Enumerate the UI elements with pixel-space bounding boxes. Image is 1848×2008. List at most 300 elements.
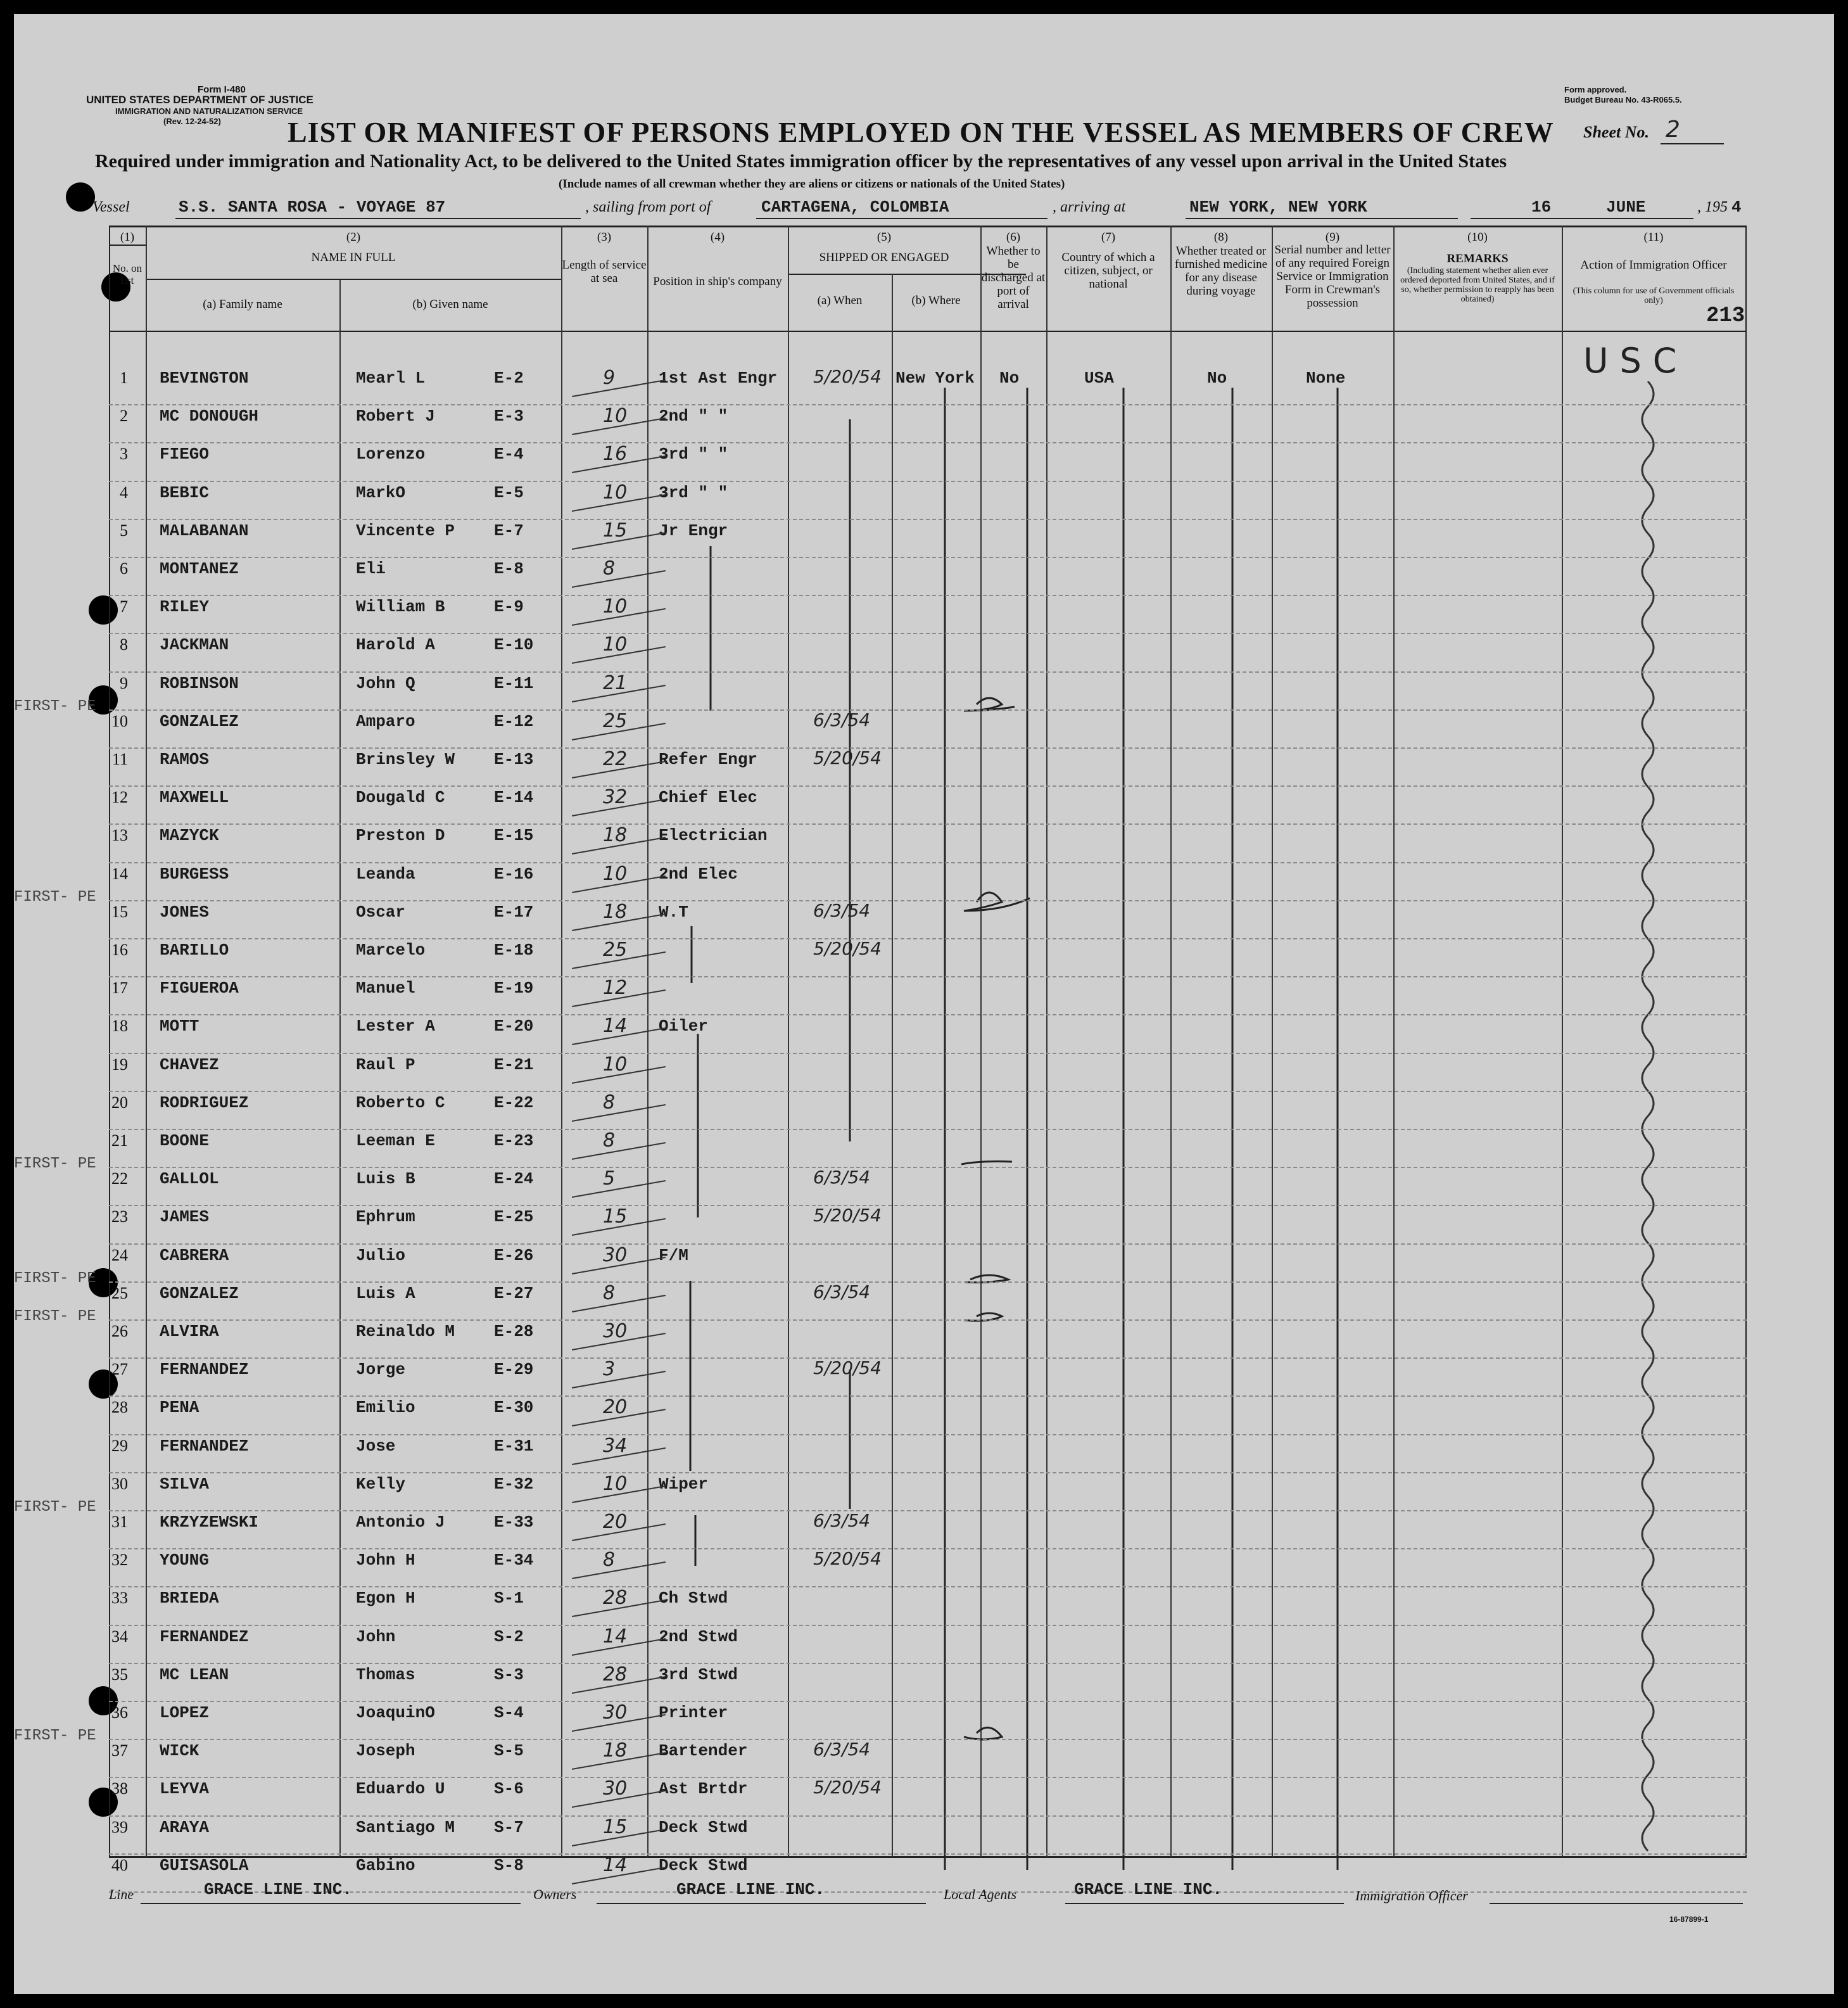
col5a-label: (a) When [817,294,863,307]
crew-code: E-4 [494,445,524,464]
given-name: Harold A [356,635,435,655]
table-row [14,1093,1834,1131]
col4-label: Position in ship's company [653,275,782,288]
position: Bartender [659,1741,748,1761]
position: W.T [659,902,688,922]
col1-label: No. on list [112,262,142,286]
row-number: 12 [111,788,128,807]
table-row [14,1779,1834,1817]
crew-code: E-8 [494,559,524,578]
family-name: GONZALEZ [160,711,239,731]
crew-code: E-26 [494,1245,534,1265]
crew-code: E-5 [494,483,524,502]
length-of-service: 34 [603,1434,628,1457]
row-number: 17 [111,979,128,998]
family-name: FIGUEROA [160,979,239,998]
crew-code: E-33 [494,1513,534,1532]
subtitle-note: (Include names of all crewman whether they are aliens or citizens or nationals of the United States) [559,177,1065,191]
crew-code: S-5 [494,1741,524,1761]
crew-code: E-23 [494,1131,534,1150]
given-name: Joseph [356,1741,415,1761]
row-number: 38 [111,1779,128,1798]
length-of-service: 8 [603,557,616,580]
row-number: 29 [111,1436,128,1455]
first-pe-stamp: FIRST- PE [14,888,96,906]
given-name: Preston D [356,826,445,846]
crew-code: E-31 [494,1436,534,1456]
length-of-service: 18 [603,824,628,847]
family-name: KRZYZEWSKI [160,1513,259,1532]
family-name: BARILLO [160,941,229,960]
table-row [14,1510,1834,1551]
length-of-service: 20 [603,1511,628,1533]
given-name: Manuel [356,979,415,998]
family-name: JACKMAN [160,635,229,655]
table-row [14,1243,1834,1284]
table-row [14,1207,1834,1245]
length-of-service: 8 [603,1281,616,1304]
crew-code: S-2 [494,1627,524,1646]
table-row [14,1055,1834,1093]
col9-label: Serial number and letter of any required Foreign Service or Immigration Form in Crewman's possession [1274,243,1391,310]
length-of-service: 10 [603,481,628,504]
table-row [14,559,1834,597]
shipped-when: 5/20/54 [813,1548,882,1570]
col9-number: (9) [1325,231,1340,244]
table-row [14,1627,1834,1665]
given-name: Jorge [356,1360,406,1380]
given-name: Roberto C [356,1093,445,1112]
crew-code: S-6 [494,1779,524,1799]
col5-number: (5) [877,231,892,244]
row-number: 5 [120,521,128,540]
position: Ast Brtdr [659,1779,748,1799]
row-number: 33 [111,1589,128,1608]
manifest-page [14,14,1834,1994]
given-name: Dougald C [356,788,445,808]
col10-number: (10) [1467,231,1488,244]
length-of-service: 14 [603,1015,628,1038]
col3-label: Length of service at sea [562,258,647,285]
given-name: Emilio [356,1398,415,1418]
position: Wiper [659,1474,709,1494]
crew-code: E-16 [494,864,534,884]
family-name: MALABANAN [160,521,249,540]
row-number: 21 [111,1131,128,1150]
crew-code: E-28 [494,1322,534,1341]
row-number: 8 [120,635,128,654]
given-name: JoaquinO [356,1703,435,1722]
position: 3rd " " [659,445,728,464]
family-name: RAMOS [160,750,210,769]
department: UNITED STATES DEPARTMENT OF JUSTICE [86,94,313,106]
first-pe-stamp: FIRST- PE [14,1269,96,1287]
length-of-service: 9 [603,367,616,389]
length-of-service: 8 [603,1129,616,1152]
col11-number: (11) [1643,231,1664,244]
row-number: 10 [111,711,128,730]
shipped-where: New York [896,369,975,388]
table-row [14,1398,1834,1436]
position: F/M [659,1245,688,1265]
given-name: Gabino [356,1855,415,1875]
arriving-label: , arriving at [1053,199,1126,215]
arrival-day: 16 [1531,198,1552,217]
table-row [14,407,1834,445]
length-of-service: 32 [603,786,628,809]
given-name: Luis B [356,1169,415,1189]
col7-label: Country of which a citizen, subject, or national [1061,251,1155,291]
given-name: Oscar [356,902,406,922]
table-row [14,826,1834,864]
family-name: GALLOL [160,1169,219,1189]
form-approved: Form approved. [1564,85,1627,94]
first-pe-stamp: FIRST- PE [14,1155,96,1173]
vessel-name: S.S. SANTA ROSA - VOYAGE 87 [179,198,446,217]
row-number: 22 [111,1169,128,1188]
col7-number: (7) [1101,231,1116,244]
crew-code: S-7 [494,1817,524,1837]
line-label: Line [109,1886,134,1902]
shipped-when: 6/3/54 [813,1510,871,1531]
sheet-label: Sheet No. [1583,123,1649,141]
family-name: ROBINSON [160,673,239,693]
col5-label: SHIPPED OR ENGAGED [819,251,949,264]
shipped-when: 6/3/54 [813,899,871,921]
length-of-service: 25 [603,709,628,732]
row-number: 18 [111,1017,128,1036]
table-row [14,1357,1834,1398]
length-of-service: 10 [603,1472,628,1495]
length-of-service: 30 [603,1243,628,1266]
year-suffix: 4 [1731,198,1742,217]
family-name: BEBIC [160,483,210,502]
table-row [14,1548,1834,1589]
given-name: Eli [356,559,386,578]
given-name: Leeman E [356,1131,435,1150]
shipped-when: 6/3/54 [813,1281,871,1302]
family-name: FIEGO [160,445,210,464]
given-name: MarkO [356,483,406,502]
length-of-service: 10 [603,862,628,885]
family-name: MC LEAN [160,1665,229,1684]
table-row [14,597,1834,635]
given-name: Leanda [356,864,415,884]
family-name: MOTT [160,1017,199,1036]
col8-label: Whether treated or furnished medicine for any disease during voyage [1174,245,1268,298]
position: Refer Engr [659,750,758,769]
row-number: 35 [111,1665,128,1684]
col3-number: (3) [597,231,612,244]
crew-code: E-34 [494,1551,534,1570]
length-of-service: 30 [603,1320,628,1342]
family-name: GONZALEZ [160,1283,239,1303]
given-name: Marcelo [356,941,426,960]
position: 2nd Elec [659,864,738,884]
first-pe-stamp: FIRST- PE [14,1308,96,1325]
row-number: 6 [120,559,128,578]
table-row [14,899,1834,941]
family-name: ALVIRA [160,1322,219,1341]
length-of-service: 3 [603,1358,616,1381]
shipped-when: 5/20/54 [813,938,882,959]
shipped-when: 5/20/54 [813,1777,882,1798]
row-number: 37 [111,1741,128,1760]
table-row [14,1434,1834,1475]
row-number: 7 [120,597,128,616]
col2-label: NAME IN FULL [311,251,396,264]
crew-code: E-30 [494,1398,534,1418]
length-of-service: 25 [603,939,628,961]
table-row [14,521,1834,559]
given-name: Antonio J [356,1513,445,1532]
col2-number: (2) [346,231,361,244]
family-name: MC DONOUGH [160,407,259,426]
family-name: CABRERA [160,1245,229,1265]
page-title: LIST OR MANIFEST OF PERSONS EMPLOYED ON THE VESSEL AS MEMBERS OF CREW [288,116,1554,148]
shipped-when: 5/20/54 [813,1205,882,1226]
given-name: Amparo [356,711,415,731]
family-name: MAZYCK [160,826,219,846]
stamp-number: 213 [1706,304,1745,328]
vessel-label: Vessel [92,199,130,215]
budget-bureau: Budget Bureau No. 43-R065.5. [1564,95,1682,105]
family-name: JONES [160,902,210,922]
given-name: Raul P [356,1055,415,1074]
shipped-when: 6/3/54 [813,1739,871,1760]
crew-code: E-22 [494,1093,534,1112]
crew-code: E-32 [494,1474,534,1494]
position: Deck Stwd [659,1855,748,1875]
position: 2nd " " [659,407,728,426]
sheet-number: 2 [1666,117,1680,143]
table-row [14,445,1834,483]
given-name: Lorenzo [356,445,426,464]
row-number: 24 [111,1245,128,1264]
departure-port: CARTAGENA, COLOMBIA [761,198,949,217]
row-number: 39 [111,1817,128,1836]
row-number: 27 [111,1360,128,1379]
given-name: John Q [356,673,415,693]
row-number: 1 [120,369,128,387]
given-name: Julio [356,1245,406,1265]
family-name: RILEY [160,597,210,617]
position: Electrician [659,826,768,846]
table-row [14,1322,1834,1360]
owners-value: GRACE LINE INC. [676,1880,825,1899]
family-name: RODRIGUEZ [160,1093,249,1112]
family-name: SILVA [160,1474,210,1494]
position: Jr Engr [659,521,728,540]
given-name: John H [356,1551,415,1570]
row-number: 23 [111,1207,128,1226]
col10-label: REMARKS [1446,252,1509,265]
family-name: BURGESS [160,864,229,884]
table-row [14,1472,1834,1513]
family-name: CHAVEZ [160,1055,219,1074]
col2b-label: (b) Given name [412,298,488,311]
given-name: Mearl L [356,369,426,388]
position: 1st Ast Engr [659,369,778,388]
crew-code: E-9 [494,597,524,617]
shipped-when: 5/20/54 [813,747,882,768]
family-name: MONTANEZ [160,559,239,578]
year-prefix: , 195 [1697,199,1728,215]
subtitle: Required under immigration and Nationality Act, to be delivered to the United States immigration officer by the representatives of any vessel upon arrival in the United States [95,151,1507,172]
given-name: Robert J [356,407,435,426]
crew-code: E-18 [494,941,534,960]
given-name: Reinaldo M [356,1322,455,1341]
crew-code: S-8 [494,1855,524,1875]
line-value: GRACE LINE INC. [204,1880,353,1899]
table-row [14,709,1834,750]
table-row [14,938,1834,979]
position: Printer [659,1703,728,1722]
length-of-service: 21 [603,671,628,694]
table-row [14,862,1834,903]
owners-label: Owners [533,1886,577,1902]
given-name: Lester A [356,1017,435,1036]
sailing-label: , sailing from port of [585,199,711,215]
crew-code: E-3 [494,407,524,426]
row-number: 30 [111,1474,128,1493]
col4-number: (4) [710,231,725,244]
position: Ch Stwd [659,1589,728,1608]
given-name: John [356,1627,396,1646]
first-pe-stamp: FIRST- PE [14,1727,96,1745]
service: IMMIGRATION AND NATURALIZATION SERVICE [115,106,303,116]
crew-code: E-2 [494,369,524,388]
col10-note: (Including statement whether alien ever ordered deported from United States, and if so, whether permission to reapply has been obtained) [1400,266,1555,304]
family-name: WICK [160,1741,199,1761]
table-row [14,1017,1834,1055]
col6-number: (6) [1006,231,1021,244]
table-row [14,1703,1834,1741]
table-row [14,483,1834,521]
country: USA [1084,369,1114,388]
family-name: LEYVA [160,1779,210,1799]
form-number: Form I-480 [198,84,246,95]
length-of-service: 30 [603,1701,628,1724]
shipped-when: 6/3/54 [813,1167,871,1188]
row-number: 28 [111,1398,128,1417]
length-of-service: 10 [603,595,628,618]
row-number: 19 [111,1055,128,1074]
crew-code: E-20 [494,1017,534,1036]
discharged: No [999,369,1020,388]
row-number: 25 [111,1283,128,1302]
length-of-service: 16 [603,443,628,466]
table-row [14,979,1834,1017]
length-of-service: 18 [603,1739,628,1762]
row-number: 36 [111,1703,128,1722]
row-number: 16 [111,941,128,959]
crew-code: E-7 [494,521,524,540]
length-of-service: 8 [603,1091,616,1114]
length-of-service: 15 [603,519,628,542]
table-row [14,1169,1834,1207]
family-name: FERNANDEZ [160,1360,249,1380]
given-name: William B [356,597,445,617]
table-row [14,1589,1834,1627]
length-of-service: 15 [603,1205,628,1228]
row-number: 20 [111,1093,128,1112]
crew-code: E-24 [494,1169,534,1189]
given-name: Eduardo U [356,1779,445,1799]
given-name: Luis A [356,1283,415,1303]
crew-code: E-12 [494,711,534,731]
given-name: Egon H [356,1589,415,1608]
length-of-service: 18 [603,900,628,923]
crew-code: E-19 [494,979,534,998]
print-code: 16-87899-1 [1669,1915,1709,1924]
length-of-service: 10 [603,1053,628,1076]
row-number: 40 [111,1855,128,1874]
col5b-label: (b) Where [911,294,961,307]
row-number: 32 [111,1551,128,1570]
length-of-service: 15 [603,1815,628,1838]
crew-code: E-11 [494,673,534,693]
arrival-month: JUNE [1606,198,1646,217]
row-number: 2 [120,407,128,426]
length-of-service: 14 [603,1625,628,1648]
length-of-service: 20 [603,1396,628,1419]
table-row [14,635,1834,673]
crew-code: E-29 [494,1360,534,1380]
length-of-service: 5 [603,1167,616,1190]
length-of-service: 10 [603,405,628,428]
table-row [14,747,1834,788]
table-row [14,1815,1834,1856]
crew-code: E-14 [494,788,534,808]
col2a-label: (a) Family name [203,298,282,311]
row-number: 34 [111,1627,128,1646]
given-name: Thomas [356,1665,415,1684]
table-row [14,1665,1834,1703]
col8-number: (8) [1213,231,1229,244]
length-of-service: 30 [603,1777,628,1800]
crew-code: E-25 [494,1207,534,1227]
length-of-service: 28 [603,1663,628,1686]
row-number: 31 [111,1513,128,1531]
length-of-service: 12 [603,977,628,1000]
crew-code: E-17 [494,902,534,922]
arrival-port: NEW YORK, NEW YORK [1189,198,1367,217]
row-number: 14 [111,864,128,883]
officer-initials: USC [1583,341,1688,381]
family-name: ARAYA [160,1817,210,1837]
length-of-service: 10 [603,633,628,656]
col1-number: (1) [120,231,135,244]
immigration-officer-label: Immigration Officer [1355,1888,1468,1903]
shipped-when: 6/3/54 [813,709,871,730]
given-name: Santiago M [356,1817,455,1837]
crew-code: E-10 [494,635,534,655]
given-name: Ephrum [356,1207,415,1227]
treated: No [1207,369,1227,388]
position: 3rd Stwd [659,1665,738,1684]
family-name: YOUNG [160,1551,210,1570]
given-name: Kelly [356,1474,406,1494]
family-name: BEVINGTON [160,369,249,388]
crew-code: S-1 [494,1589,524,1608]
col6-label: Whether to be discharged at port of arrival [981,245,1046,311]
shipped-when: 5/20/54 [813,366,882,387]
row-number: 9 [120,673,128,692]
revision: (Rev. 12-24-52) [163,117,221,126]
crew-code: E-15 [494,826,534,846]
length-of-service: 14 [603,1853,628,1876]
